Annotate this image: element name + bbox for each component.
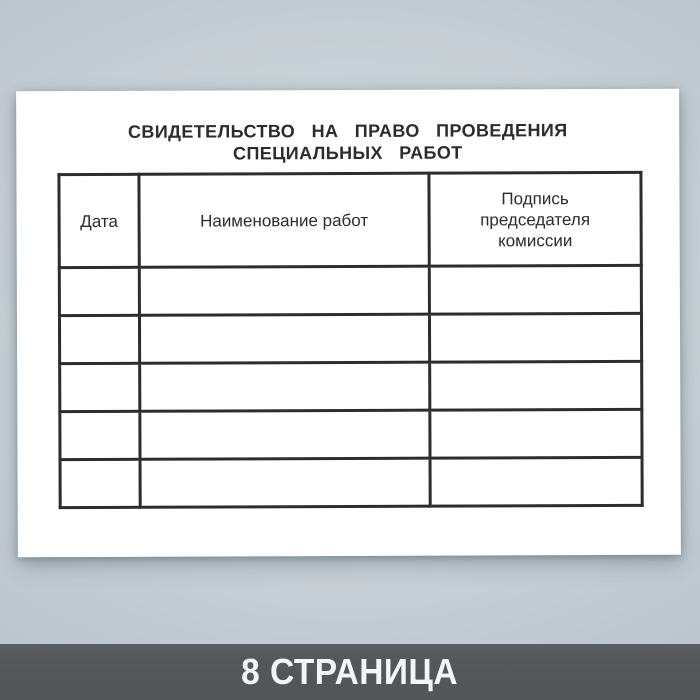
table-row	[60, 361, 642, 411]
date-cell	[60, 459, 140, 507]
date-cell	[59, 267, 139, 315]
date-cell	[60, 363, 140, 411]
works-table	[57, 171, 643, 509]
column-header-chairman-signature-line1: Подпись	[501, 188, 569, 208]
work-name-cell	[140, 458, 430, 507]
date-cell	[59, 315, 139, 363]
signature-cell	[430, 361, 642, 410]
page-title	[16, 119, 679, 166]
page-number-label: 8 СТРАНИЦА	[241, 651, 459, 692]
table-body	[59, 265, 642, 507]
work-name-cell	[140, 410, 430, 459]
column-header-chairman-signature-line2: председателя	[480, 209, 591, 229]
column-header-date	[59, 174, 139, 267]
date-cell	[60, 411, 140, 459]
document-page	[16, 89, 681, 558]
work-name-cell	[140, 362, 430, 411]
work-name-cell	[139, 314, 429, 363]
column-header-work-name-label: Наименование работ	[200, 210, 369, 231]
table-row	[60, 409, 642, 459]
table-row	[59, 313, 641, 363]
table-row	[60, 457, 642, 507]
column-header-chairman-signature-line3: комиссии	[498, 230, 573, 250]
signature-cell	[429, 313, 641, 362]
table-header-row	[59, 172, 641, 267]
signature-cell	[430, 457, 642, 506]
page-title-line1: СВИДЕТЕЛЬСТВО НА ПРАВО ПРОВЕДЕНИЯ	[127, 120, 568, 142]
table-row	[59, 265, 641, 315]
signature-cell	[430, 409, 642, 458]
page-title-line2: СПЕЦИАЛЬНЫХ РАБОТ	[232, 142, 463, 164]
column-header-date-label: Дата	[80, 211, 118, 231]
column-header-work-name	[139, 173, 429, 267]
footer-bar	[0, 644, 700, 700]
signature-cell	[429, 265, 641, 314]
work-name-cell	[139, 266, 429, 315]
column-header-chairman-signature	[429, 172, 641, 266]
